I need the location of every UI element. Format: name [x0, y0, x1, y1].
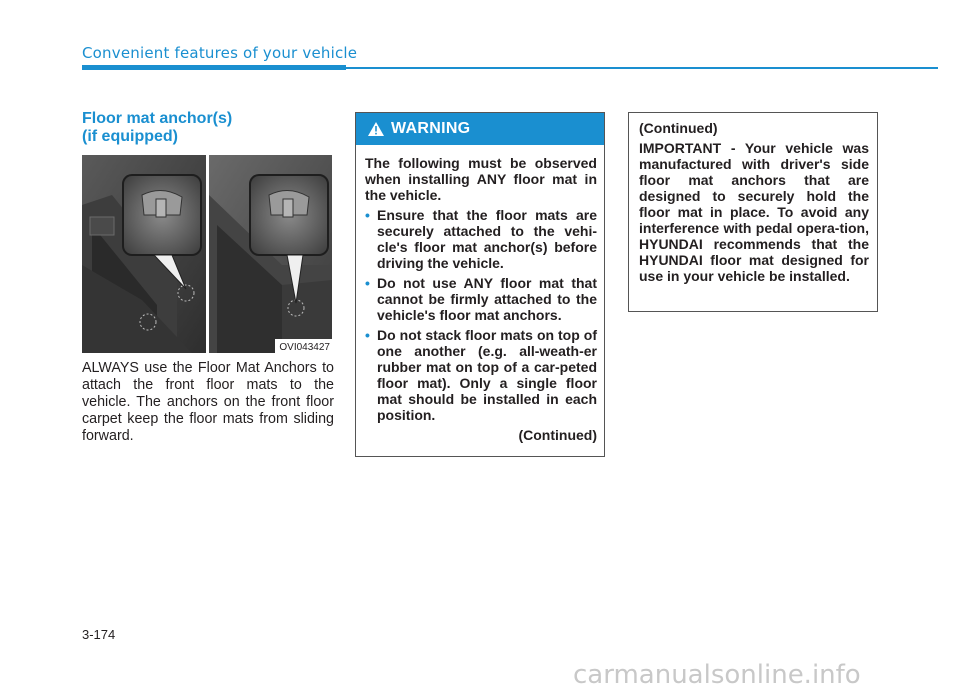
warning-intro: The following must be observed when installing ANY floor mat in the vehicle.	[365, 155, 597, 203]
warning-list	[365, 207, 597, 423]
warning-body	[356, 145, 604, 443]
warning-item: • Ensure that the floor mats are securely attached to the vehi-cle's floor mat anchor(s) before driving the vehicle.	[365, 207, 597, 271]
header-rule-thick	[82, 65, 346, 70]
body-paragraph: ALWAYS use the Floor Mat Anchors to attach the front floor mats to the vehicle. The anchors on the front floor carpet keep the floor mats from sliding forward.	[82, 360, 334, 444]
warning-box	[355, 112, 605, 457]
warning-continued: (Continued)	[518, 427, 597, 443]
warning-item: • Do not use ANY floor mat that cannot be firmly attached to the vehicle's floor mat anchors.	[365, 275, 597, 323]
page-number: 3-174	[82, 627, 116, 642]
floor-mat-anchor-photo	[82, 155, 332, 353]
header-rule-thin	[346, 67, 938, 69]
warning-triangle-icon	[368, 122, 384, 136]
watermark: carmanualsonline.info	[573, 660, 861, 690]
figure-code: OVI043427	[279, 342, 330, 353]
continued-text: IMPORTANT - Your vehicle was manufactured with driver's side floor mat anchors that are designed to securely hold the floor mat in place. To avoid any interference with pedal opera-tion, HYUNDAI recommends that the HYUNDAI floor mat designed for use in your vehicle be installed.	[639, 140, 869, 284]
section-title-line1: Floor mat anchor(s)	[82, 110, 233, 127]
continued-label: (Continued)	[639, 120, 718, 136]
section-title-line2: (if equipped)	[82, 128, 178, 145]
section-title	[82, 110, 342, 146]
warning-heading: WARNING	[391, 120, 471, 137]
header-title: Convenient features of your vehicle	[82, 44, 358, 62]
warning-item: • Do not stack floor mats on top of one another (e.g. all-weath-er rubber mat on top of a car-peted floor mat). Only a single floor mat should be installed in each position.	[365, 327, 597, 423]
warning-header	[356, 113, 604, 145]
continued-box	[628, 112, 878, 312]
